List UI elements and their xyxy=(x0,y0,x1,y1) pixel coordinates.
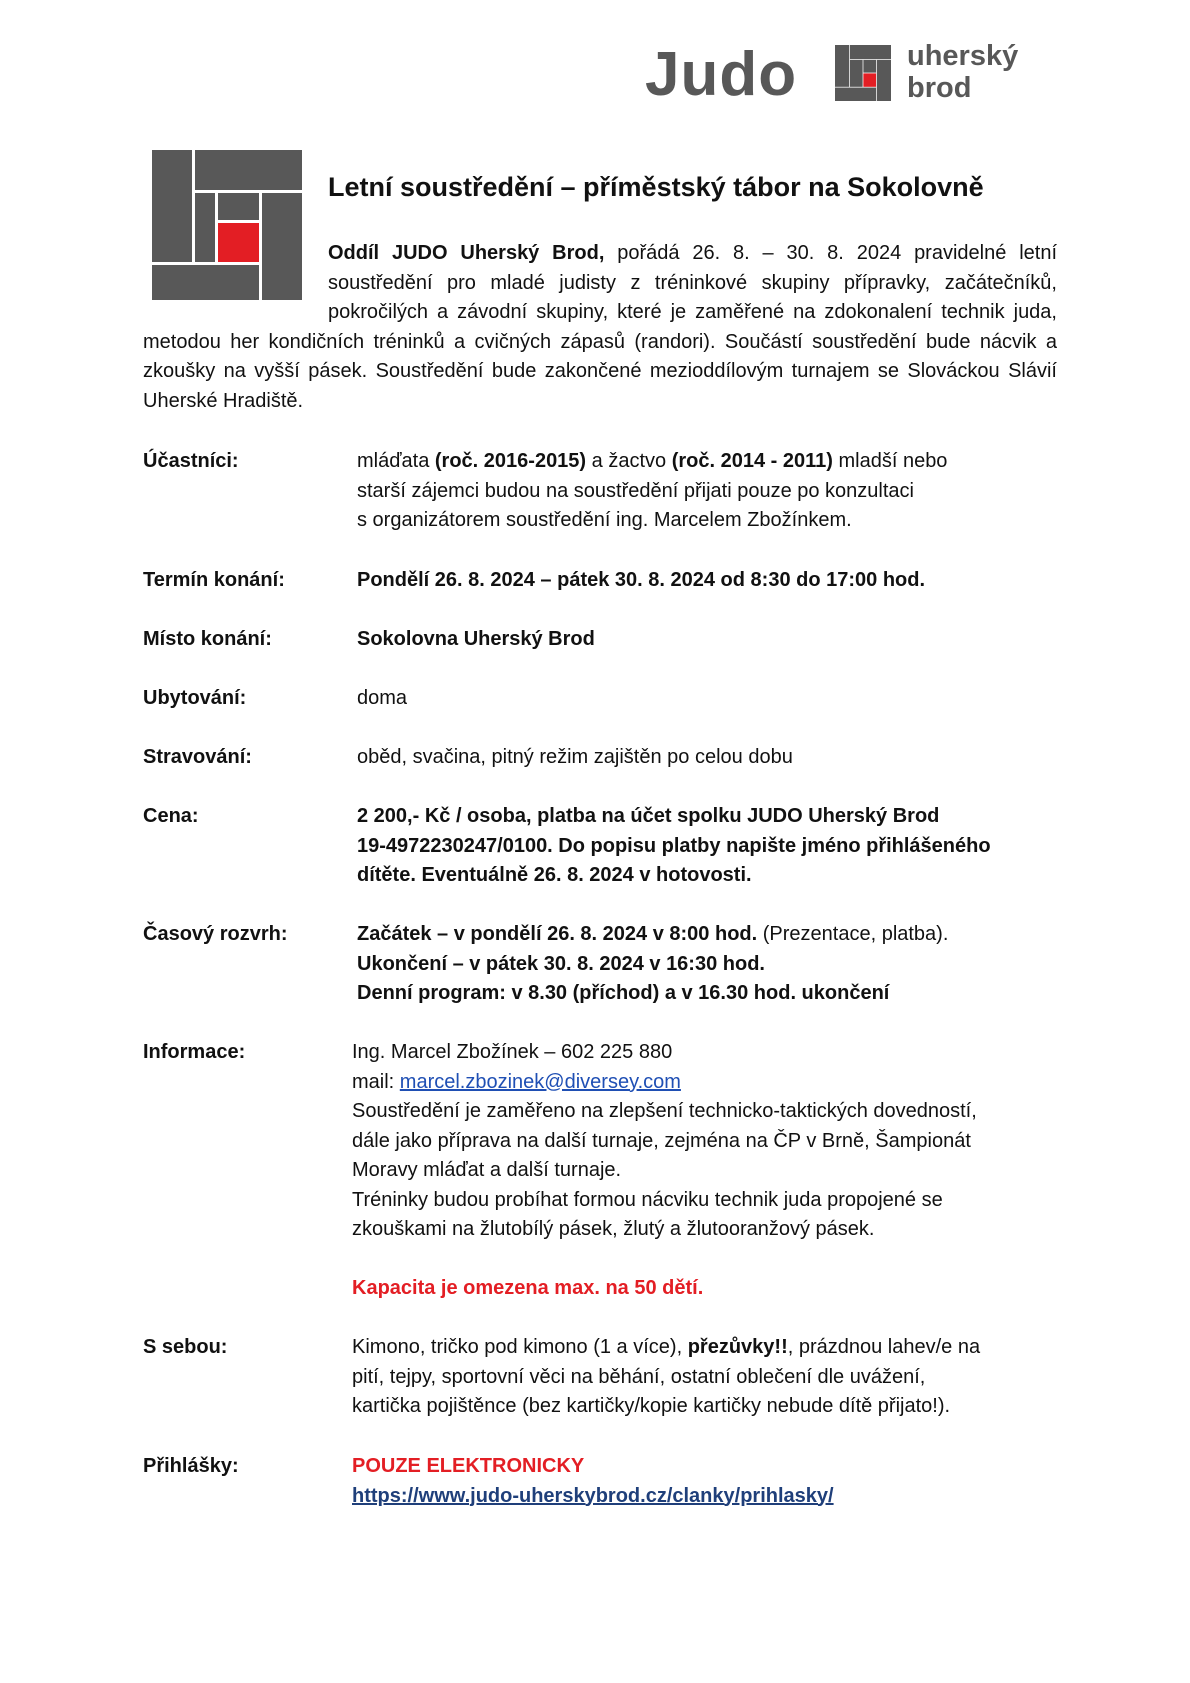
participants-text-a: mláďata xyxy=(357,450,435,472)
participants-line2: starší zájemci budou na soustředění přijati pouze po konzultaci xyxy=(357,479,914,502)
participants-label: Účastníci: xyxy=(143,450,239,472)
applications-link[interactable]: https://www.judo-uherskybrod.cz/clanky/prihlasky/ xyxy=(352,1484,834,1507)
brand-city-line1: uherský xyxy=(907,40,1019,72)
capacity-notice: Kapacita je omezena max. na 50 dětí. xyxy=(352,1277,704,1299)
applications-label: Přihlášky: xyxy=(143,1455,239,1477)
participants-years-b: (roč. 2014 - 2011) xyxy=(671,450,833,472)
intro-org: Oddíl JUDO Uherský Brod, xyxy=(328,242,605,264)
info-label: Informace: xyxy=(143,1041,246,1063)
info-line2: dále jako příprava na další turnaje, zejména na ČP v Brně, Šampionát xyxy=(352,1129,971,1152)
brand-city-text xyxy=(907,40,1018,104)
intro-paragraph xyxy=(143,239,1057,416)
applications-value xyxy=(352,1452,1092,1511)
place-value: Sokolovna Uherský Brod xyxy=(357,628,595,650)
participants-years-a: (roč. 2016-2015) xyxy=(434,450,587,472)
participants-text-e: mladší nebo xyxy=(832,450,948,472)
bring-slippers: přezůvky!! xyxy=(687,1336,788,1358)
schedule-value xyxy=(357,920,1097,1009)
schedule-label: Časový rozvrh: xyxy=(143,923,288,945)
meals-label: Stravování: xyxy=(143,746,252,768)
intro-text: pořádá 26. 8. – 30. 8. 2024 pravidelné letní soustředění pro mladé judisty z tréninkové skupiny přípravky, začátečníků, pokročilých a závodní skupiny, které je zaměřené na zdokonalení technik juda, metodou her kondičních tréninků a cvičných zápasů (randori). Součástí soustředění bude nácvik a zkoušky na vyšší pásek. Soustředění bude zakončené mezioddílovým turnajem se Slováckou Slávií Uherské Hradiště. xyxy=(143,242,1058,412)
bring-line3: kartička pojištěnce (bez kartičky/kopie kartičky nebude dítě přijato!). xyxy=(352,1395,951,1417)
info-value xyxy=(352,1038,1092,1304)
schedule-start-note: (Prezentace, platba). xyxy=(757,923,949,945)
bring-text-a: Kimono, tričko pod kimono (1 a více), xyxy=(352,1336,688,1358)
accommodation-value: doma xyxy=(357,687,408,709)
price-line1: 2 200,- Kč / osoba, platba na účet spolku JUDO Uherský Brod xyxy=(357,805,940,827)
term-label: Termín konání: xyxy=(143,569,285,591)
place-label: Místo konání: xyxy=(143,628,272,650)
bring-label: S sebou: xyxy=(143,1336,228,1358)
meals-value: oběd, svačina, pitný režim zajištěn po celou dobu xyxy=(357,746,793,768)
judo-logo-icon xyxy=(835,45,891,101)
price-value xyxy=(357,802,1097,891)
schedule-start: Začátek – v pondělí 26. 8. 2024 v 8:00 hod. xyxy=(357,923,758,945)
participants-value xyxy=(357,447,1097,536)
participants-text-c: a žactvo xyxy=(586,450,672,472)
price-line2: 19-4972230247/0100. Do popisu platby napište jméno přihlášeného xyxy=(357,834,991,857)
schedule-end: Ukončení – v pátek 30. 8. 2024 v 16:30 hod. xyxy=(357,952,765,975)
price-line3: dítěte. Eventuálně 26. 8. 2024 v hotovosti. xyxy=(357,864,752,886)
brand-judo-text: Judo xyxy=(645,40,798,109)
info-line3: Moravy mláďat a další turnaje. xyxy=(352,1159,622,1181)
bring-text-c: , prázdnou lahev/e na xyxy=(787,1336,981,1358)
accommodation-label: Ubytování: xyxy=(143,687,247,709)
applications-method: POUZE ELEKTRONICKY xyxy=(352,1455,585,1477)
bring-line2: pití, tejpy, sportovní věci na běhání, ostatní oblečení dle uvážení, xyxy=(352,1365,926,1388)
brand-header xyxy=(645,40,1045,110)
bring-value xyxy=(352,1333,1092,1422)
brand-city-line2: brod xyxy=(907,72,972,104)
price-label: Cena: xyxy=(143,805,199,827)
info-line1: Soustředění je zaměřeno na zlepšení technicko-taktických dovedností, xyxy=(352,1100,977,1122)
info-contact: Ing. Marcel Zbožínek – 602 225 880 xyxy=(352,1041,673,1063)
term-value: Pondělí 26. 8. 2024 – pátek 30. 8. 2024 od 8:30 do 17:00 hod. xyxy=(357,569,926,591)
info-line5: zkouškami na žlutobílý pásek, žlutý a žlutooranžový pásek. xyxy=(352,1218,875,1240)
page-title: Letní soustředění – příměstský tábor na Sokolovně xyxy=(328,172,984,202)
info-mail-link[interactable]: marcel.zbozinek@diversey.com xyxy=(399,1070,681,1093)
info-mail-label: mail: xyxy=(352,1070,400,1093)
participants-line3: s organizátorem soustředění ing. Marcelem Zbožínkem. xyxy=(357,509,852,531)
schedule-daily: Denní program: v 8.30 (příchod) a v 16.30 hod. ukončení xyxy=(357,982,890,1004)
info-line4: Tréninky budou probíhat formou nácviku technik juda propojené se xyxy=(352,1188,943,1211)
